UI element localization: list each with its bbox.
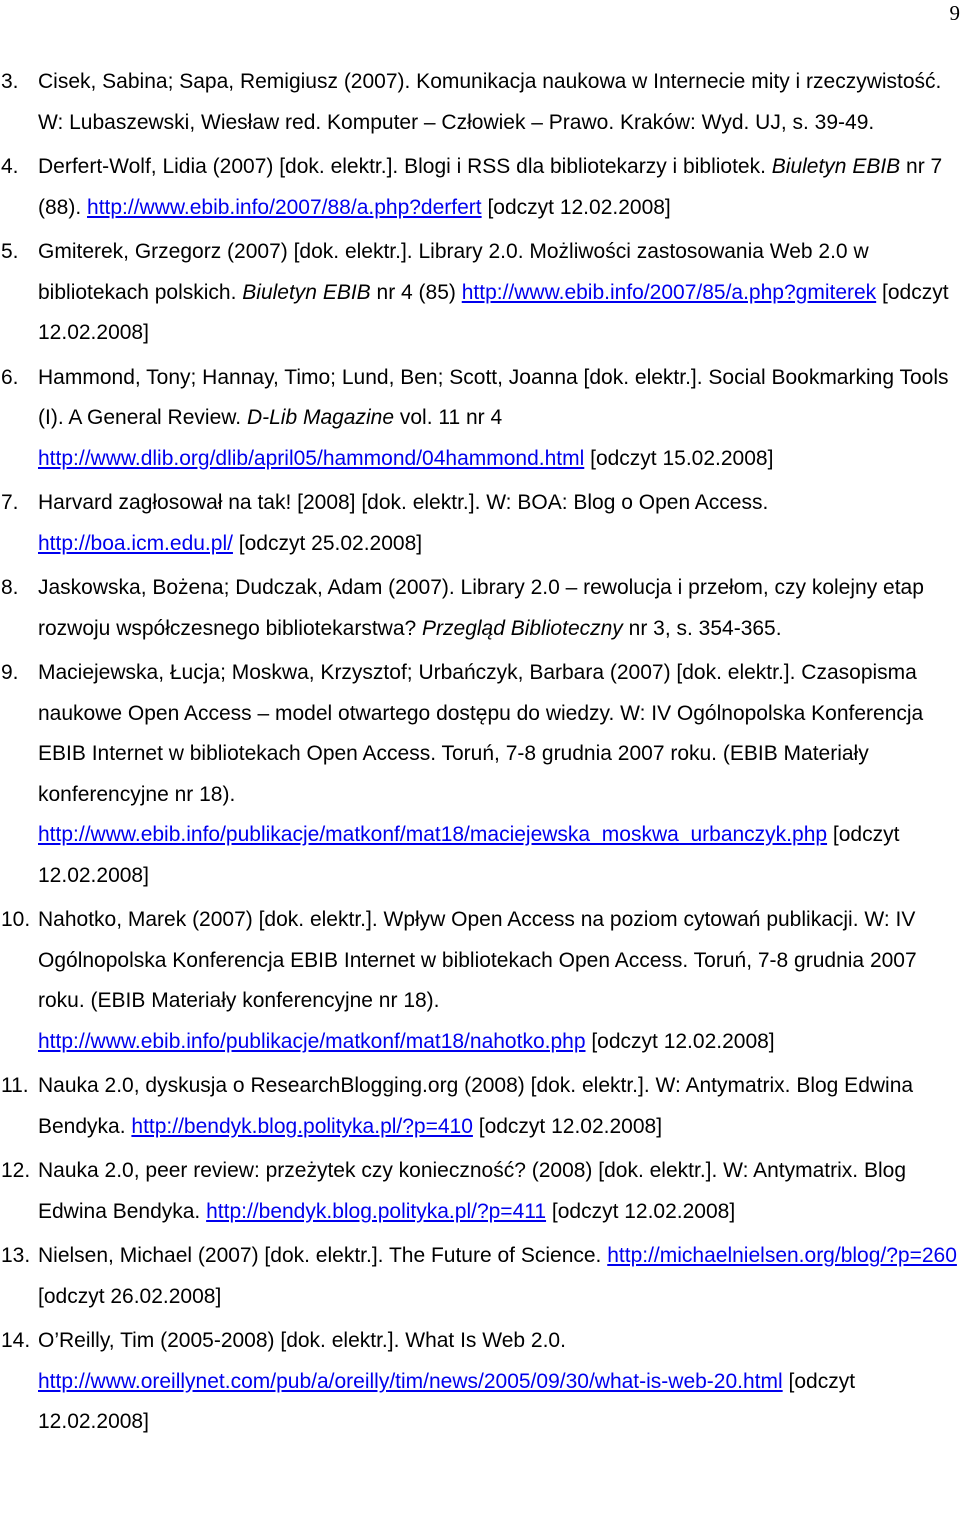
reference-item	[0, 1066, 960, 1147]
reference-link[interactable]: http://bendyk.blog.polityka.pl/?p=410	[131, 1114, 473, 1138]
reference-item	[0, 232, 960, 354]
reference-item	[0, 568, 960, 649]
reference-number: 10.	[1, 908, 31, 931]
journal-title: D-Lib Magazine	[246, 406, 395, 429]
reference-number: 7.	[1, 491, 19, 514]
reference-segment: Harvard zagłosował na tak! [2008] [dok. elektr.]. W: BOA: Blog o Open Access.	[38, 491, 769, 514]
reference-segment: [odczyt 25.02.2008]	[232, 531, 423, 555]
reference-link[interactable]: http://www.ebib.info/2007/85/a.php?gmiterek	[461, 280, 877, 304]
reference-segment: Hammond, Tony; Hannay, Timo; Lund, Ben; Scott, Joanna [dok. elektr.]. Social Bookmarking Tools (I). A General Review.	[38, 365, 949, 429]
reference-segment: O’Reilly, Tim (2005-2008) [dok. elektr.]. What Is Web 2.0.	[38, 1329, 566, 1352]
reference-segment: nr 4 (85)	[370, 280, 462, 304]
reference-segment: Derfert-Wolf, Lidia (2007) [dok. elektr.]. Blogi i RSS dla bibliotekarzy i bibliotek.	[38, 155, 772, 178]
reference-number: 5.	[1, 240, 19, 263]
reference-segment: [odczyt 12.02.2008]	[38, 1369, 856, 1433]
reference-segment: nr 7 (88).	[38, 155, 943, 219]
reference-link[interactable]: http://www.ebib.info/publikacje/matkonf/mat18/maciejewska_moskwa_urbanczyk.php	[38, 823, 828, 846]
reference-segment: [odczyt 12.02.2008]	[472, 1114, 663, 1138]
reference-link[interactable]: http://michaelnielsen.org/blog/?p=260	[607, 1244, 957, 1267]
reference-number: 9.	[1, 661, 19, 684]
reference-text	[38, 568, 960, 649]
reference-number: 4.	[1, 155, 19, 178]
reference-item	[0, 653, 960, 896]
reference-item	[0, 1151, 960, 1232]
reference-link[interactable]: http://www.oreillynet.com/pub/a/oreilly/tim/news/2005/09/30/what-is-web-20.html	[38, 1369, 783, 1393]
reference-text	[38, 483, 960, 564]
reference-segment: [odczyt 26.02.2008]	[38, 1284, 222, 1308]
reference-segment: Jaskowska, Bożena; Dudczak, Adam (2007). Library 2.0 – rewolucja i przełom, czy kolejny etap rozwoju współczesnego bibliotekarstwa?	[38, 576, 924, 640]
reference-segment: Gmiterek, Grzegorz (2007) [dok. elektr.]. Library 2.0. Możliwości zastosowania Web 2.0 w bibliotekach polskich.	[38, 240, 869, 304]
reference-list	[0, 62, 960, 1443]
reference-segment: nr 3, s. 354-365.	[622, 616, 782, 640]
reference-segment: Maciejewska, Łucja; Moskwa, Krzysztof; Urbańczyk, Barbara (2007) [dok. elektr.]. Czasopisma naukowe Open Access – model otwartego dostępu do wiedzy. W: IV Ogólnopolska Konferencja EBIB Internet w bibliotekach Open Access. Toruń, 7-8 grudnia 2007 roku. (EBIB Materiały konferencyjne nr 18).	[38, 661, 924, 806]
reference-number: 6.	[1, 365, 19, 389]
reference-segment: Nauka 2.0, peer review: przeżytek czy konieczność? (2008) [dok. elektr.]. W: Antymatrix. Blog Edwina Bendyka.	[38, 1159, 906, 1223]
reference-segment: [odczyt 12.02.2008]	[546, 1199, 736, 1223]
reference-item	[0, 147, 960, 228]
reference-number: 3.	[1, 70, 19, 93]
reference-segment: Nielsen, Michael (2007) [dok. elektr.]. The Future of Science.	[38, 1244, 608, 1267]
reference-segment: [odczyt 12.02.2008]	[38, 280, 949, 344]
reference-text	[38, 232, 960, 354]
reference-text	[38, 653, 960, 896]
reference-segment: [odczyt 12.02.2008]	[481, 195, 671, 219]
reference-segment: [odczyt 15.02.2008]	[584, 446, 774, 470]
reference-text	[38, 1066, 960, 1147]
journal-title: Biuletyn EBIB	[242, 280, 371, 304]
reference-link[interactable]: http://www.dlib.org/dlib/april05/hammond/04hammond.html	[38, 446, 585, 470]
reference-item	[0, 358, 960, 480]
reference-item	[0, 900, 960, 1062]
journal-title: Biuletyn EBIB	[771, 155, 901, 178]
reference-text	[38, 62, 960, 143]
reference-link[interactable]: http://bendyk.blog.polityka.pl/?p=411	[206, 1199, 547, 1223]
reference-number: 11.	[1, 1074, 29, 1097]
reference-text	[38, 1321, 960, 1443]
reference-text	[38, 900, 960, 1062]
reference-segment: Cisek, Sabina; Sapa, Remigiusz (2007). Komunikacja naukowa w Internecie mity i rzeczywistość. W: Lubaszewski, Wiesław red. Komputer – Człowiek – Prawo. Kraków: Wyd. UJ, s. 39-49.	[38, 70, 942, 134]
reference-item	[0, 1321, 960, 1443]
reference-link[interactable]: http://boa.icm.edu.pl/	[38, 531, 233, 555]
reference-item	[0, 483, 960, 564]
reference-segment: Nauka 2.0, dyskusja o ResearchBlogging.org (2008) [dok. elektr.]. W: Antymatrix. Blog Edwina Bendyka.	[38, 1074, 914, 1138]
journal-title: Przegląd Biblioteczny	[422, 616, 623, 640]
reference-number: 12.	[1, 1159, 31, 1182]
reference-segment: [odczyt 12.02.2008]	[38, 823, 900, 887]
page-number: 9	[949, 1, 960, 25]
reference-segment: Nahotko, Marek (2007) [dok. elektr.]. Wpływ Open Access na poziom cytowań publikacji. W: IV Ogólnopolska Konferencja EBIB Internet w bibliotekach Open Access. Toruń, 7-8 grudnia 2007 roku. (EBIB Materiały konferencyjne nr 18).	[38, 908, 917, 1012]
reference-link[interactable]: http://www.ebib.info/publikacje/matkonf/mat18/nahotko.php	[38, 1029, 586, 1053]
reference-text	[38, 1236, 960, 1317]
reference-number: 8.	[1, 576, 19, 599]
reference-text	[38, 358, 960, 480]
reference-item	[0, 62, 960, 143]
reference-text	[38, 1151, 960, 1232]
reference-segment: vol. 11 nr 4	[394, 406, 503, 429]
reference-number: 13.	[1, 1244, 31, 1267]
reference-text	[38, 147, 960, 228]
reference-link[interactable]: http://www.ebib.info/2007/88/a.php?derfert	[87, 195, 482, 219]
reference-item	[0, 1236, 960, 1317]
reference-segment: [odczyt 12.02.2008]	[585, 1029, 775, 1053]
reference-number: 14.	[1, 1329, 31, 1352]
